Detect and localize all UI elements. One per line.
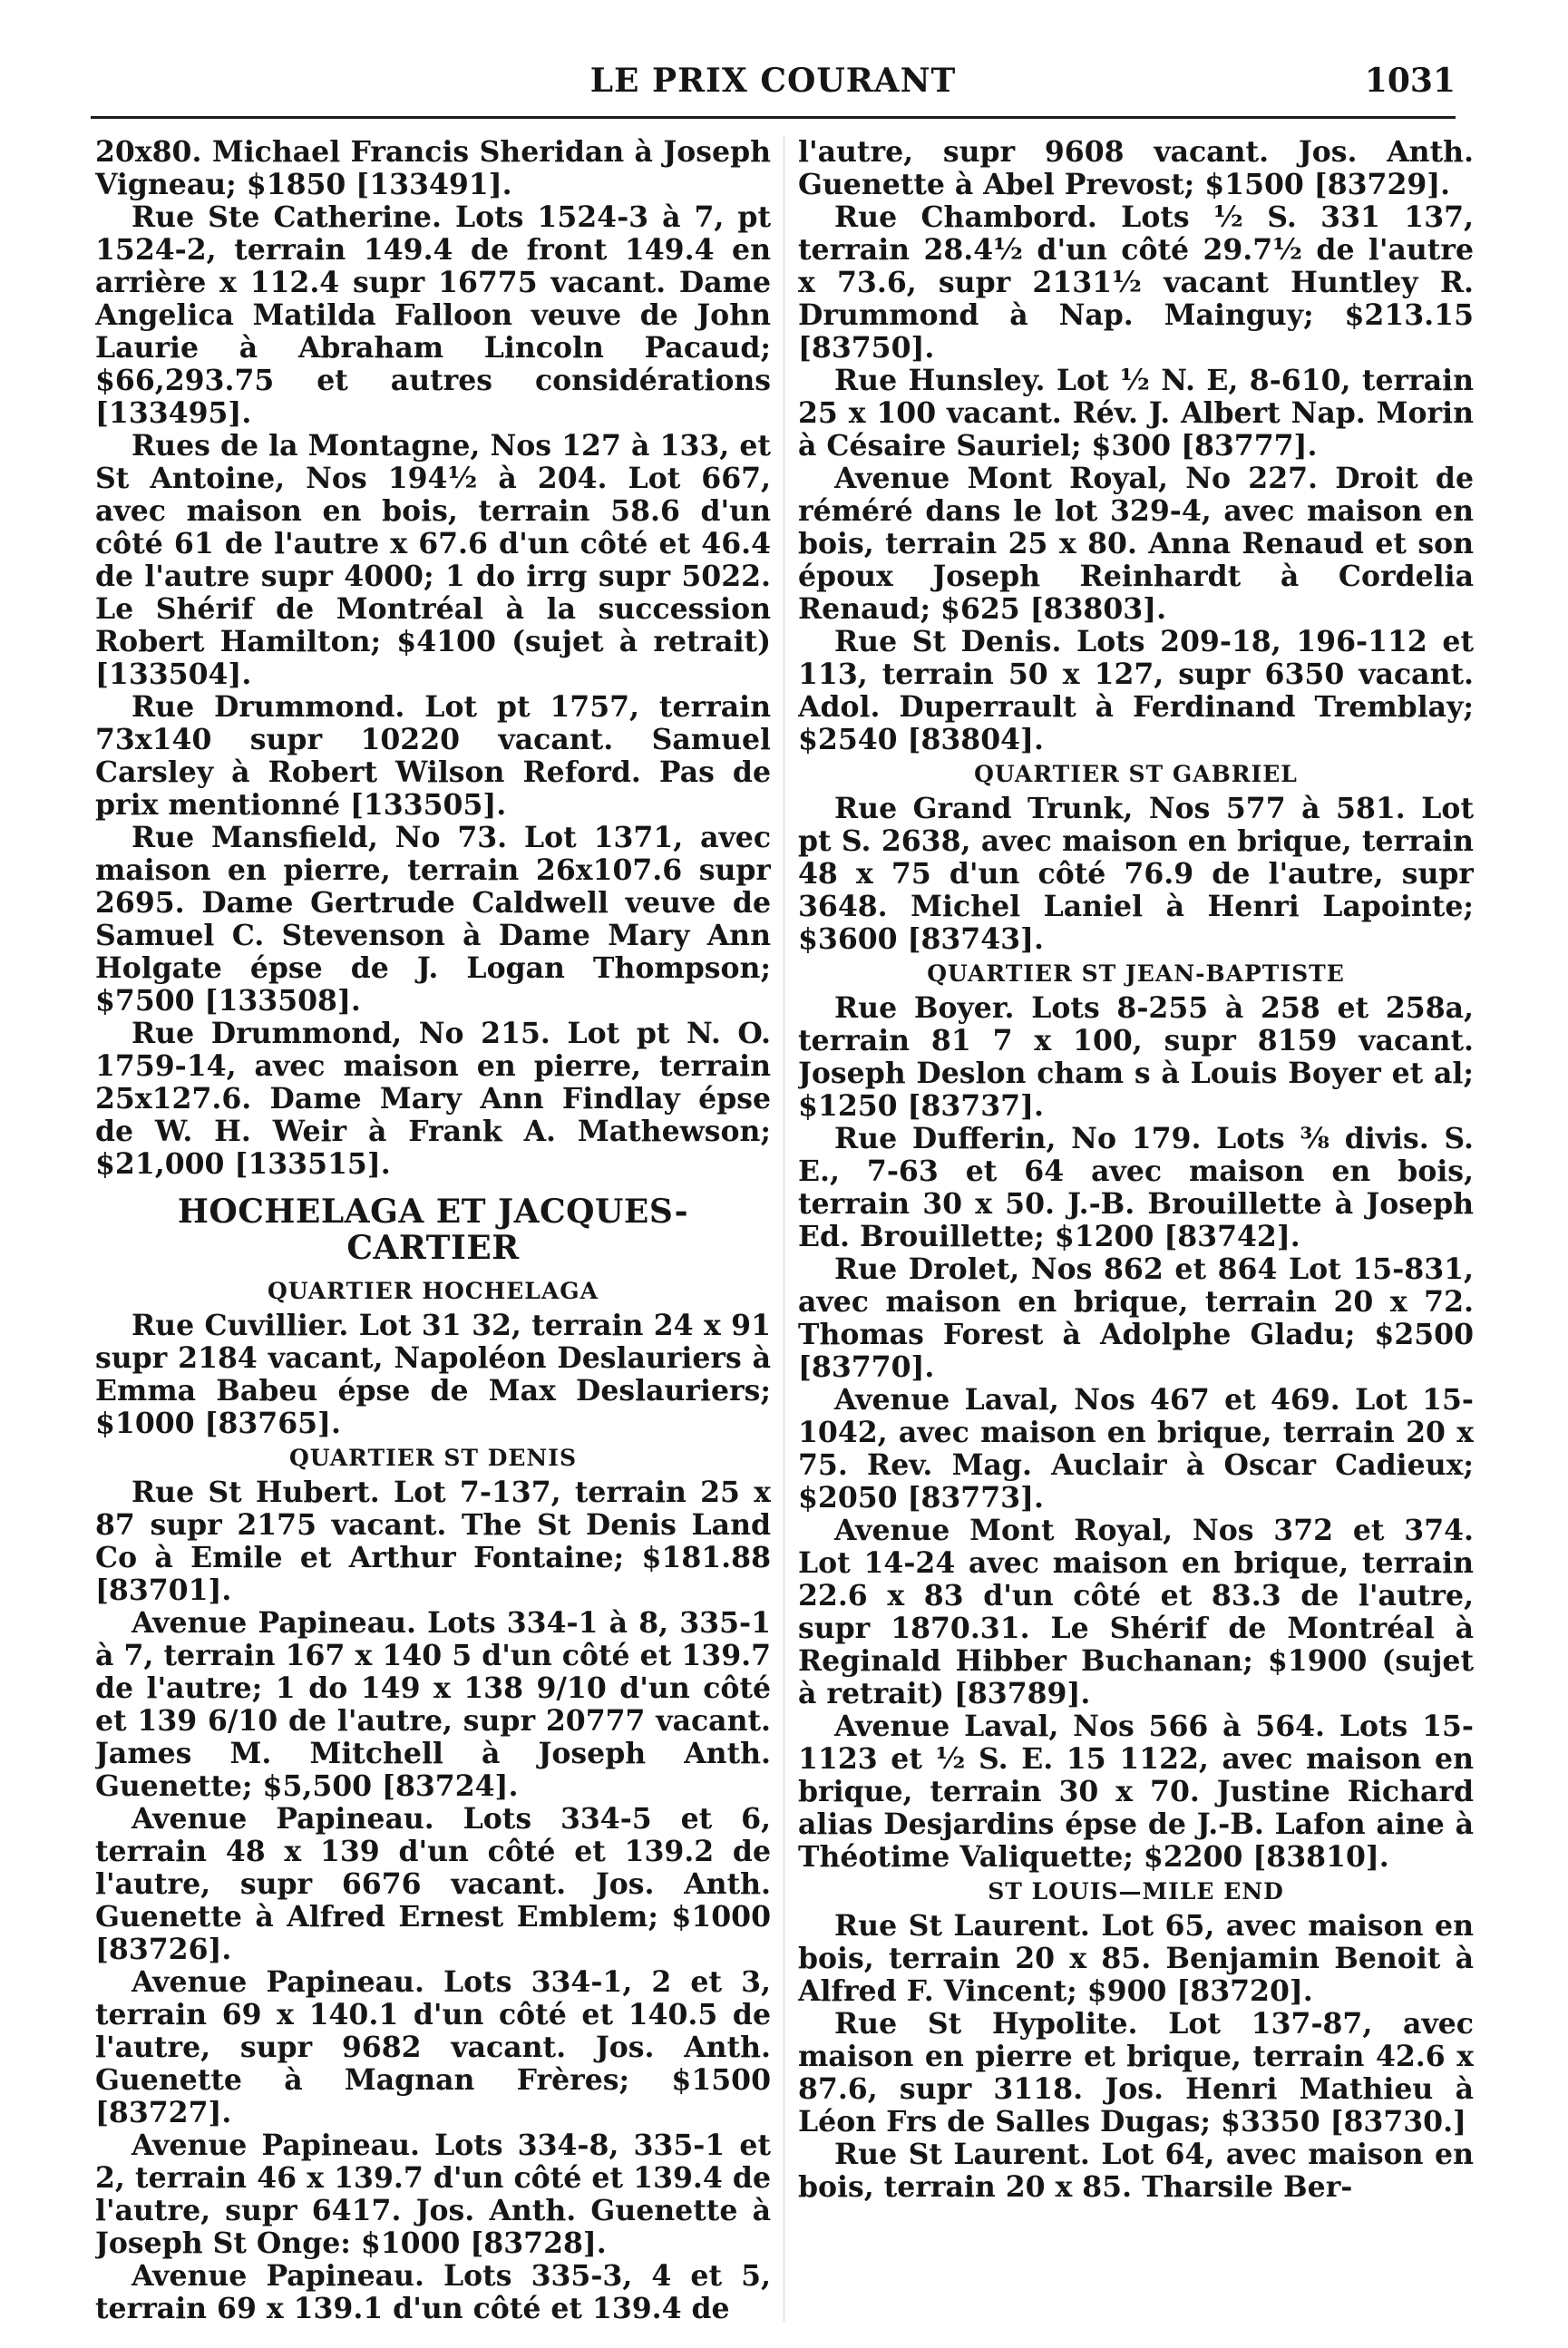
page-title: LE PRIX COURANT [589, 62, 957, 100]
listing-entry: Avenue Papineau. Lots 334-8, 335-1 et 2, terrain 46 x 139.7 d'un côté et 139.4 de l'autre, supr 6417. Jos. Anth. Guenette à Joseph St Onge: $1000 [83728]. [95, 2129, 771, 2260]
listing-entry: Avenue Laval, Nos 566 à 564. Lots 15-1123 et ½ S. E. 15 1122, avec maison en brique, terrain 30 x 70. Justine Richard alias Desjardins épse de J.-B. Lafon aine à Théotime Valiquette; $2200 [83810]. [798, 1710, 1474, 1874]
listing-entry: Avenue Papineau. Lots 334-5 et 6, terrain 48 x 139 d'un côté et 139.2 de l'autre, supr 6676 vacant. Jos. Anth. Guenette à Alfred Ernest Emblem; $1000 [83726]. [95, 1802, 771, 1966]
subsection-heading: QUARTIER ST JEAN-BAPTISTE [927, 960, 1345, 987]
listing-entry: Rue St Hubert. Lot 7-137, terrain 25 x 87 supr 2175 vacant. The St Denis Land Co à Emile et Arthur Fontaine; $181.88 [83701]. [95, 1476, 771, 1607]
listing-entry: Avenue Papineau. Lots 334-1 à 8, 335-1 à 7, terrain 167 x 140 5 d'un côté et 139.7 de l'autre; 1 do 149 x 138 9/10 d'un côté et 139 6/10 de l'autre, supr 20777 vacant. James M. Mitchell à Joseph Anth. Guenette; $5,500 [83724]. [95, 1606, 771, 1803]
listing-entry: Rue St Laurent. Lot 64, avec maison en bois, terrain 20 x 85. Tharsile Ber- [798, 2138, 1474, 2204]
left-column [95, 136, 771, 2331]
listing-entry: 20x80. Michael Francis Sheridan à Joseph Vigneau; $1850 [133491]. [95, 136, 771, 201]
listing-entry: Avenue Papineau. Lots 334-1, 2 et 3, terrain 69 x 140.1 d'un côté et 140.5 de l'autre, supr 9682 vacant. Jos. Anth. Guenette à Magnan Frères; $1500 [83727]. [95, 1965, 771, 2129]
page-header [91, 56, 1456, 111]
listing-entry: Avenue Papineau. Lots 335-3, 4 et 5, terrain 69 x 139.1 d'un côté et 139.4 de [95, 2259, 771, 2325]
listing-entry: Avenue Mont Royal, Nos 372 et 374. Lot 14-24 avec maison en brique, terrain 22.6 x 83 d'un côté et 83.3 de l'autre, supr 1870.31. Le Shérif de Montréal à Reginald Hibber Buchanan; $1900 (sujet à retrait) [83789]. [798, 1514, 1474, 1710]
listing-entry: Rue Hunsley. Lot ½ N. E, 8-610, terrain 25 x 100 vacant. Rév. J. Albert Nap. Morin à Césaire Sauriel; $300 [83777]. [798, 364, 1474, 463]
subsection-heading: ST LOUIS—MILE END [988, 1878, 1284, 1905]
listing-entry: Rue Drummond, No 215. Lot pt N. O. 1759-14, avec maison en pierre, terrain 25x127.6. Dame Mary Ann Findlay épse de W. H. Weir à Frank A. Mathewson; $21,000 [133515]. [95, 1017, 771, 1181]
page-number: 1031 [1364, 62, 1456, 100]
listing-entry: Rue Drolet, Nos 862 et 864 Lot 15-831, avec maison en brique, terrain 20 x 72. Thomas Forest à Adolphe Gladu; $2500 [83770]. [798, 1252, 1474, 1384]
listing-entry: Rue St Hypolite. Lot 137-87, avec maison en pierre et brique, terrain 42.6 x 87.6, supr 3118. Jos. Henri Mathieu à Léon Frs de Salles Dugas; $3350 [83730.] [798, 2007, 1474, 2139]
subsection-heading: QUARTIER ST DENIS [288, 1445, 578, 1471]
right-column [798, 136, 1474, 2331]
listing-entry: Avenue Laval, Nos 467 et 469. Lot 15-1042, avec maison en brique, terrain 20 x 75. Rev. Mag. Auclair à Oscar Cadieux; $2050 [83773]. [798, 1383, 1474, 1515]
listing-entry: Rue St Laurent. Lot 65, avec maison en bois, terrain 20 x 85. Benjamin Benoit à Alfred F. Vincent; $900 [83720]. [798, 1909, 1474, 2008]
listing-entry: Avenue Mont Royal, No 227. Droit de réméré dans le lot 329-4, avec maison en bois, terrain 25 x 80. Anna Renaud et son époux Joseph Reinhardt à Cordelia Renaud; $625 [83803]. [798, 462, 1474, 626]
subsection-heading: QUARTIER HOCHELAGA [267, 1278, 599, 1304]
header-rule [91, 116, 1456, 119]
listing-entry: Rue Mansfield, No 73. Lot 1371, avec maison en pierre, terrain 26x107.6 supr 2695. Dame Gertrude Caldwell veuve de Samuel C. Stevenson à Dame Mary Ann Holgate épse de J. Logan Thompson; $7500 [133508]. [95, 821, 771, 1018]
listing-entry: Rue Cuvillier. Lot 31 32, terrain 24 x 91 supr 2184 vacant, Napoléon Deslauriers à Emma Babeu épse de Max Deslauriers; $1000 [83765]. [95, 1309, 771, 1440]
listing-entry: Rue Chambord. Lots ½ S. 331 137, terrain 28.4½ d'un côté 29.7½ de l'autre x 73.6, supr 2131½ vacant Huntley R. Drummond à Nap. Mainguy; $213.15 [83750]. [798, 200, 1474, 365]
listing-entry: Rue Drummond. Lot pt 1757, terrain 73x140 supr 10220 vacant. Samuel Carsley à Robert Wilson Reford. Pas de prix mentionné [133505]. [95, 690, 771, 822]
section-heading: HOCHELAGA ET JACQUES-CARTIER [177, 1193, 689, 1267]
listing-entry: l'autre, supr 9608 vacant. Jos. Anth. Guenette à Abel Prevost; $1500 [83729]. [798, 136, 1474, 201]
listing-entry: Rue Boyer. Lots 8-255 à 258 et 258a, terrain 81 7 x 100, supr 8159 vacant. Joseph Deslon cham s à Louis Boyer et al; $1250 [83737]. [798, 991, 1474, 1123]
listing-entry: Rue Dufferin, No 179. Lots ⅜ divis. S. E., 7-63 et 64 avec maison en bois, terrain 30 x 50. J.-B. Brouillette à Joseph Ed. Brouillette; $1200 [83742]. [798, 1122, 1474, 1253]
subsection-heading: QUARTIER ST GABRIEL [974, 761, 1298, 787]
listing-entry: Rue St Denis. Lots 209-18, 196-112 et 113, terrain 50 x 127, supr 6350 vacant. Adol. Duperrault à Ferdinand Tremblay; $2540 [83804]. [798, 625, 1474, 756]
listing-entry: Rues de la Montagne, Nos 127 à 133, et St Antoine, Nos 194½ à 204. Lot 667, avec maison en bois, terrain 58.6 d'un côté 61 de l'autre x 67.6 d'un côté et 46.4 de l'autre supr 4000; 1 do irrg supr 5022. Le Shérif de Montréal à la succession Robert Hamilton; $4100 (sujet à retrait) [133504]. [95, 429, 771, 691]
listing-entry: Rue Ste Catherine. Lots 1524-3 à 7, pt 1524-2, terrain 149.4 de front 149.4 en arrière x 112.4 supr 16775 vacant. Dame Angelica Matilda Falloon veuve de John Laurie à Abraham Lincoln Pacaud; $66,293.75 et autres considérations [133495]. [95, 200, 771, 430]
listing-entry: Rue Grand Trunk, Nos 577 à 581. Lot pt S. 2638, avec maison en brique, terrain 48 x 75 d'un côté 76.9 de l'autre, supr 3648. Michel Laniel à Henri Lapointe; $3600 [83743]. [798, 792, 1474, 956]
